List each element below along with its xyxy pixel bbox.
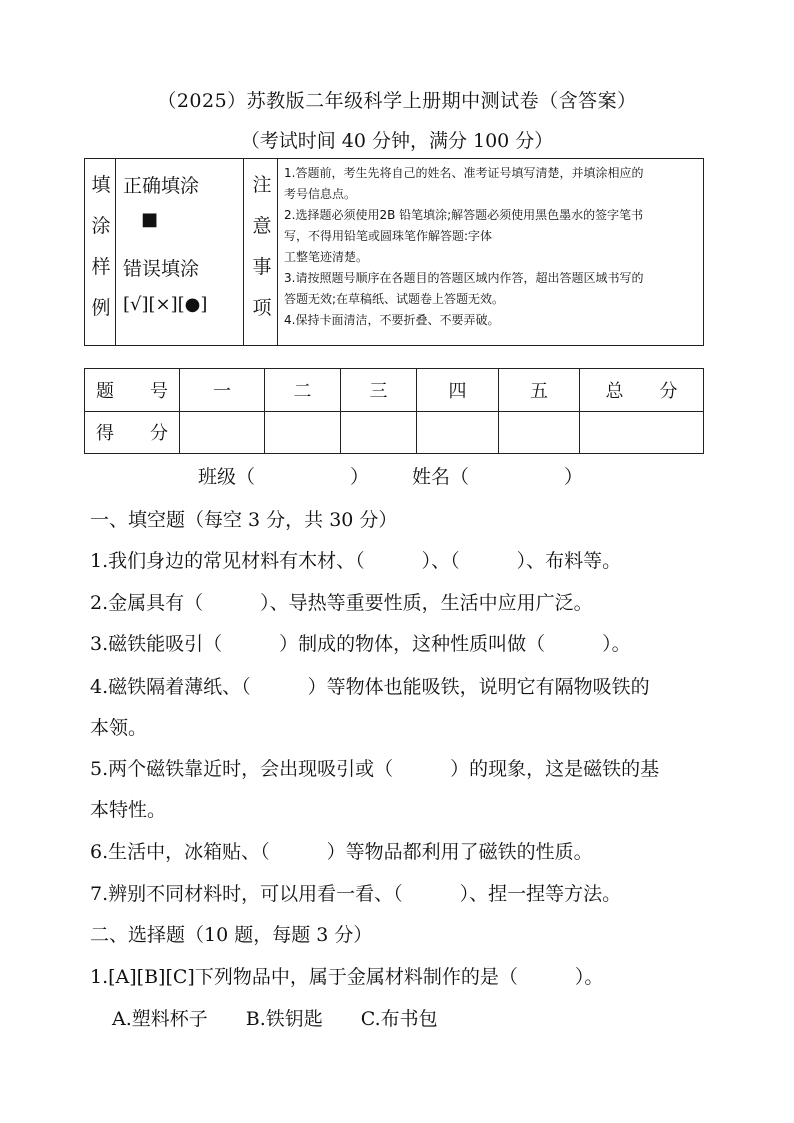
note-line: 1.答题前，考生先将自己的姓名、准考证号填写清楚，并填涂相应的 [284, 166, 644, 180]
column-header: 一 [180, 369, 265, 412]
row-label: 得 分 [85, 411, 180, 454]
table-row [85, 411, 704, 454]
question-line: 2.金属具有（ ）、导热等重要性质，生活中应用广泛。 [90, 592, 593, 614]
score-cell[interactable] [341, 411, 417, 454]
question-line: 3.磁铁能吸引（ ）制成的物体，这种性质叫做（ ）。 [90, 633, 631, 655]
wrong-fill-label: 错误填涂 [123, 258, 200, 280]
score-cell[interactable] [580, 411, 704, 454]
column-header: 总 分 [580, 369, 704, 412]
note-line: 考号信息点。 [284, 187, 357, 201]
question-line: 6.生活中，冰箱贴、（ ）等物品都利用了磁铁的性质。 [90, 841, 593, 863]
score-cell[interactable] [265, 411, 341, 454]
column-header: 四 [417, 369, 499, 412]
question-line: 5.两个磁铁靠近时，会出现吸引或（ ）的现象，这是磁铁的基 [90, 758, 660, 780]
section-heading: 一、填空题（每空 3 分，共 30 分） [90, 509, 398, 531]
question-line: 本领。 [90, 717, 148, 739]
note-line: 工整笔迹清楚。 [284, 250, 369, 264]
notice-box [84, 158, 704, 346]
fill-example-heading: 填 涂 样 例 [91, 174, 111, 319]
score-cell[interactable] [417, 411, 499, 454]
exam-info: （考试时间 40 分钟，满分 100 分） [240, 130, 554, 152]
divider [115, 159, 116, 345]
answer-options: A.塑料杯子 B.铁钥匙 C.布书包 [112, 1008, 438, 1030]
section-heading: 二、选择题（10 题，每题 3 分） [90, 924, 373, 946]
table-row [85, 369, 704, 412]
question-line: 1.我们身边的常见材料有木材、（ ）、（ ）、布料等。 [90, 550, 622, 572]
row-label: 题 号 [85, 369, 180, 412]
class-field[interactable]: 班级（ ） [198, 466, 370, 488]
question-line: 7.辨别不同材料时，可以用看一看、（ ）、捏一捏等方法。 [90, 883, 622, 905]
note-line: 3.请按照题号顺序在各题目的答题区域内作答，超出答题区域书写的 [284, 271, 644, 285]
note-line: 答题无效;在草稿纸、试题卷上答题无效。 [284, 292, 505, 306]
divider [243, 159, 244, 345]
page-title: （2025）苏教版二年级科学上册期中测试卷（含答案） [157, 90, 637, 112]
notes-list [284, 163, 702, 331]
note-line: 4.保持卡面清洁，不要折叠、不要弄破。 [284, 313, 500, 327]
column-header: 三 [341, 369, 417, 412]
score-table [84, 368, 704, 454]
divider [277, 159, 278, 345]
correct-fill-mark: ■ [141, 209, 159, 230]
name-field[interactable]: 姓名（ ） [412, 466, 584, 488]
question-line: 1.[A][B][C]下列物品中，属于金属材料制作的是（ ）。 [90, 966, 604, 988]
notes-heading: 注 意 事 项 [252, 174, 272, 319]
wrong-fill-marks: [√][×][●] [123, 294, 208, 315]
note-line: 2.选择题必须使用2B 铅笔填涂;解答题必须使用黑色墨水的签字笔书 [284, 208, 644, 222]
question-line: 本特性。 [90, 799, 167, 821]
column-header: 五 [499, 369, 580, 412]
score-cell[interactable] [499, 411, 580, 454]
score-cell[interactable] [180, 411, 265, 454]
correct-fill-label: 正确填涂 [123, 175, 200, 197]
note-line: 写，不得用铅笔或圆珠笔作解答题:字体 [284, 229, 493, 243]
question-line: 4.磁铁隔着薄纸、（ ）等物体也能吸铁，说明它有隔物吸铁的 [90, 676, 650, 698]
column-header: 二 [265, 369, 341, 412]
